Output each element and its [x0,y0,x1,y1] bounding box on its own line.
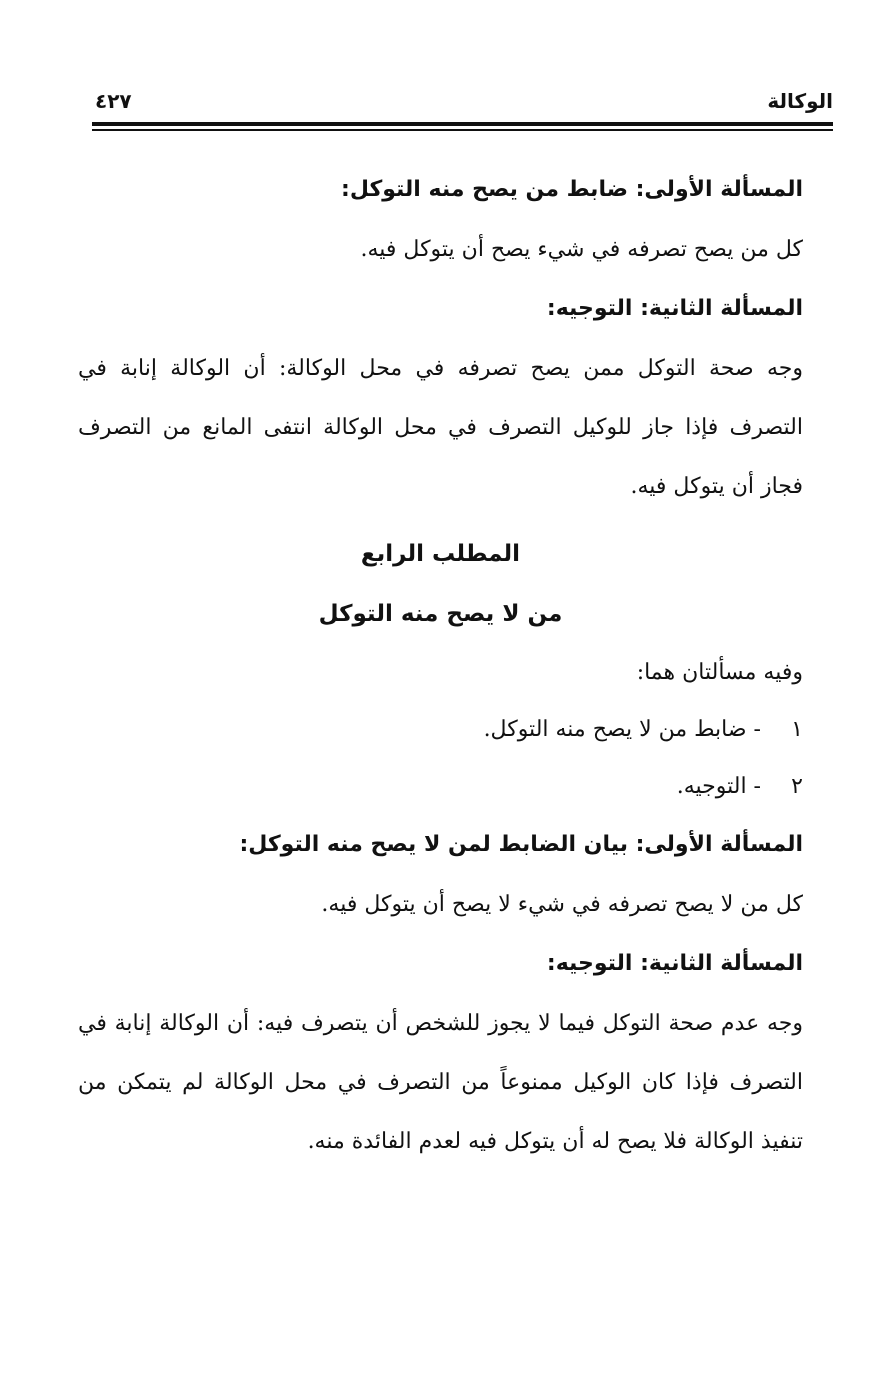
issue-three-heading: المسألة الأولى: بيان الضابط لمن لا يصح منه التوكل: [239,832,803,857]
spacer [78,516,803,524]
issue-one-heading: المسألة الأولى: ضابط من يصح منه التوكل: [341,177,803,202]
issue-two-text: وجه صحة التوكل ممن يصح تصرفه في محل الوكالة: أن الوكالة إنابة في التصرف فإذا جاز للوكيل التصرف في محل الوكالة انتفى المانع من التصرف فجاز أن يتوكل فيه. [78,356,803,499]
issue-three-text: كل من لا يصح تصرفه في شيء لا يصح أن يتوكل فيه. [321,892,803,917]
issue-one-text: كل من يصح تصرفه في شيء يصح أن يتوكل فيه. [360,237,803,262]
page-number: ٤٢٧ [95,89,132,113]
list-item [78,758,803,815]
list-item [78,701,803,758]
issue-four-text: وجه عدم صحة التوكل فيما لا يجوز للشخص أن يتصرف فيه: أن الوكالة إنابة في التصرف فإذا كان الوكيل ممنوعاً من التصرف في محل الوكالة لم يتمكن من تنفيذ الوكالة فلا يصح له أن يتوكل فيه لعدم الفائدة منه. [78,1011,803,1154]
list-item-text: - التوجيه. [676,774,761,799]
running-header [95,86,833,118]
list-item-number: ٢ [791,774,803,799]
header-rule-thin [92,129,833,131]
list-item-number: ١ [791,717,803,742]
header-rule-thick [92,122,833,126]
section-title: المطلب الرابع [360,541,521,567]
intro-line: وفيه مسألتان هما: [636,660,803,685]
list-item-text: - ضابط من لا يصح منه التوكل. [483,717,761,742]
page-body [78,160,803,1171]
issue-two-heading: المسألة الثانية: التوجيه: [546,296,803,321]
chapter-title: الوكالة [767,89,833,113]
section-subtitle: من لا يصح منه التوكل [318,601,563,627]
issue-four-heading: المسألة الثانية: التوجيه: [546,951,803,976]
